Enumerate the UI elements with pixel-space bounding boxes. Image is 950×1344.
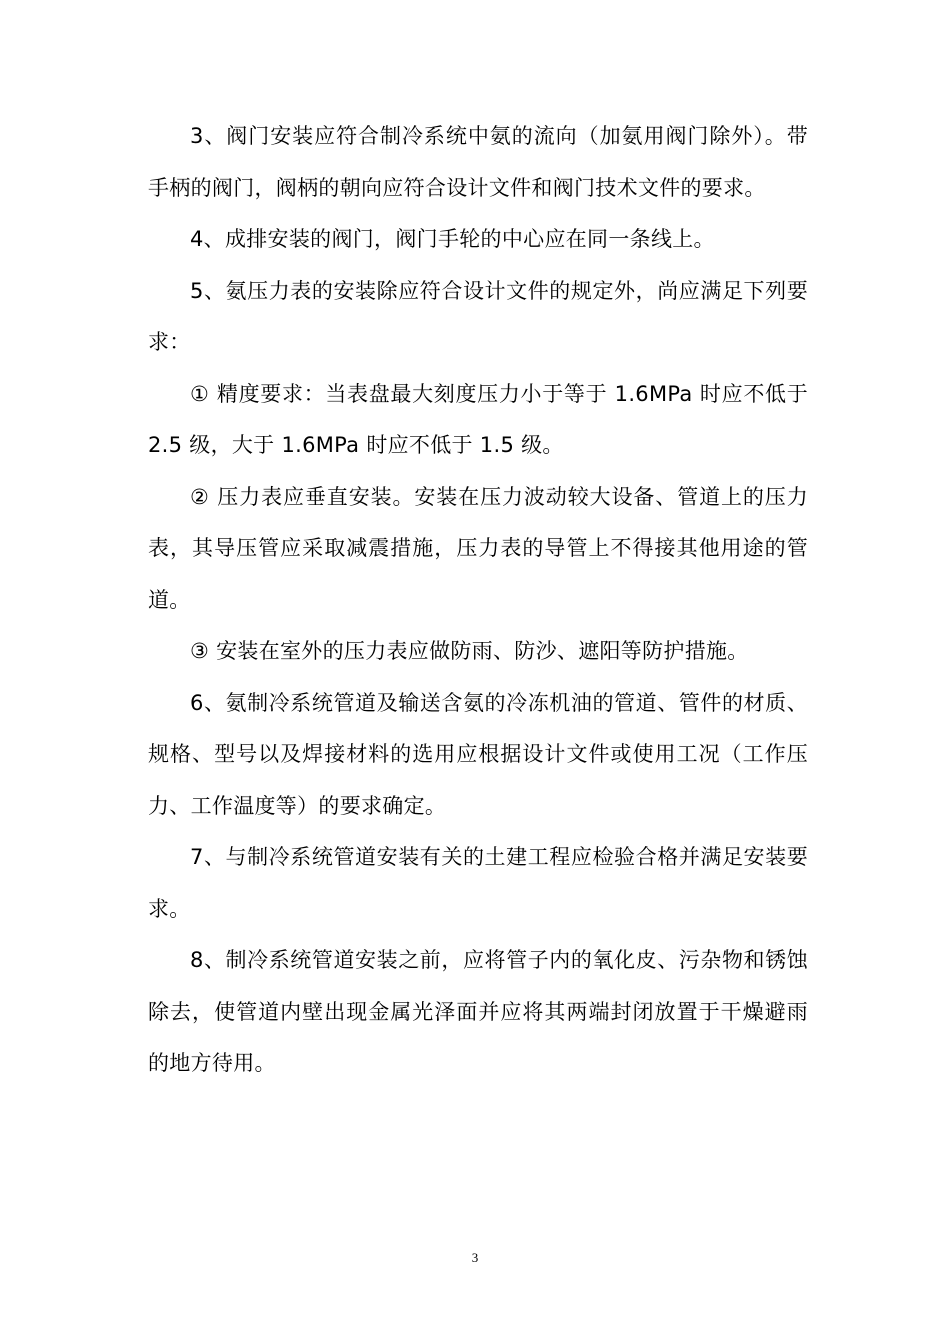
list-item-outdoor-protection: ③ 安装在室外的压力表应做防雨、防沙、遮阳等防护措施。 xyxy=(190,639,749,663)
list-item-vertical-install: ② 压力表应垂直安装。安装在压力波动较大设备、管道上的压力表，其导压管应采取减震措施，压力表的导管上不得接其他用途的管道。 xyxy=(148,484,808,612)
paragraph-valve-flow-direction: 3、阀门安装应符合制冷系统中氨的流向（加氨用阀门除外）。带手柄的阀门，阀柄的朝向应符合设计文件和阀门技术文件的要求。 xyxy=(148,124,808,200)
page-number: 3 xyxy=(471,1250,479,1265)
list-item-accuracy: ① 精度要求：当表盘最大刻度压力小于等于 1.6MPa 时应不低于 2.5 级，大于 1.6MPa 时应不低于 1.5 级。 xyxy=(148,381,808,457)
paragraph-civil-works: 7、与制冷系统管道安装有关的土建工程应检验合格并满足安装要求。 xyxy=(148,845,808,921)
paragraph-pipe-cleaning: 8、制冷系统管道安装之前，应将管子内的氧化皮、污杂物和锈蚀除去，使管道内壁出现金属光泽面并应将其两端封闭放置于干燥避雨的地方待用。 xyxy=(148,948,808,1075)
paragraph-pressure-gauge-requirements: 5、氨压力表的安装除应符合设计文件的规定外，尚应满足下列要求： xyxy=(148,278,808,354)
paragraph-pipe-materials: 6、氨制冷系统管道及输送含氨的冷冻机油的管道、管件的材质、规格、型号以及焊接材料的选用应根据设计文件或使用工况（工作压力、工作温度等）的要求确定。 xyxy=(148,690,808,818)
paragraph-valve-row-alignment: 4、成排安装的阀门，阀门手轮的中心应在同一条线上。 xyxy=(190,227,715,251)
document-body xyxy=(148,111,808,1090)
